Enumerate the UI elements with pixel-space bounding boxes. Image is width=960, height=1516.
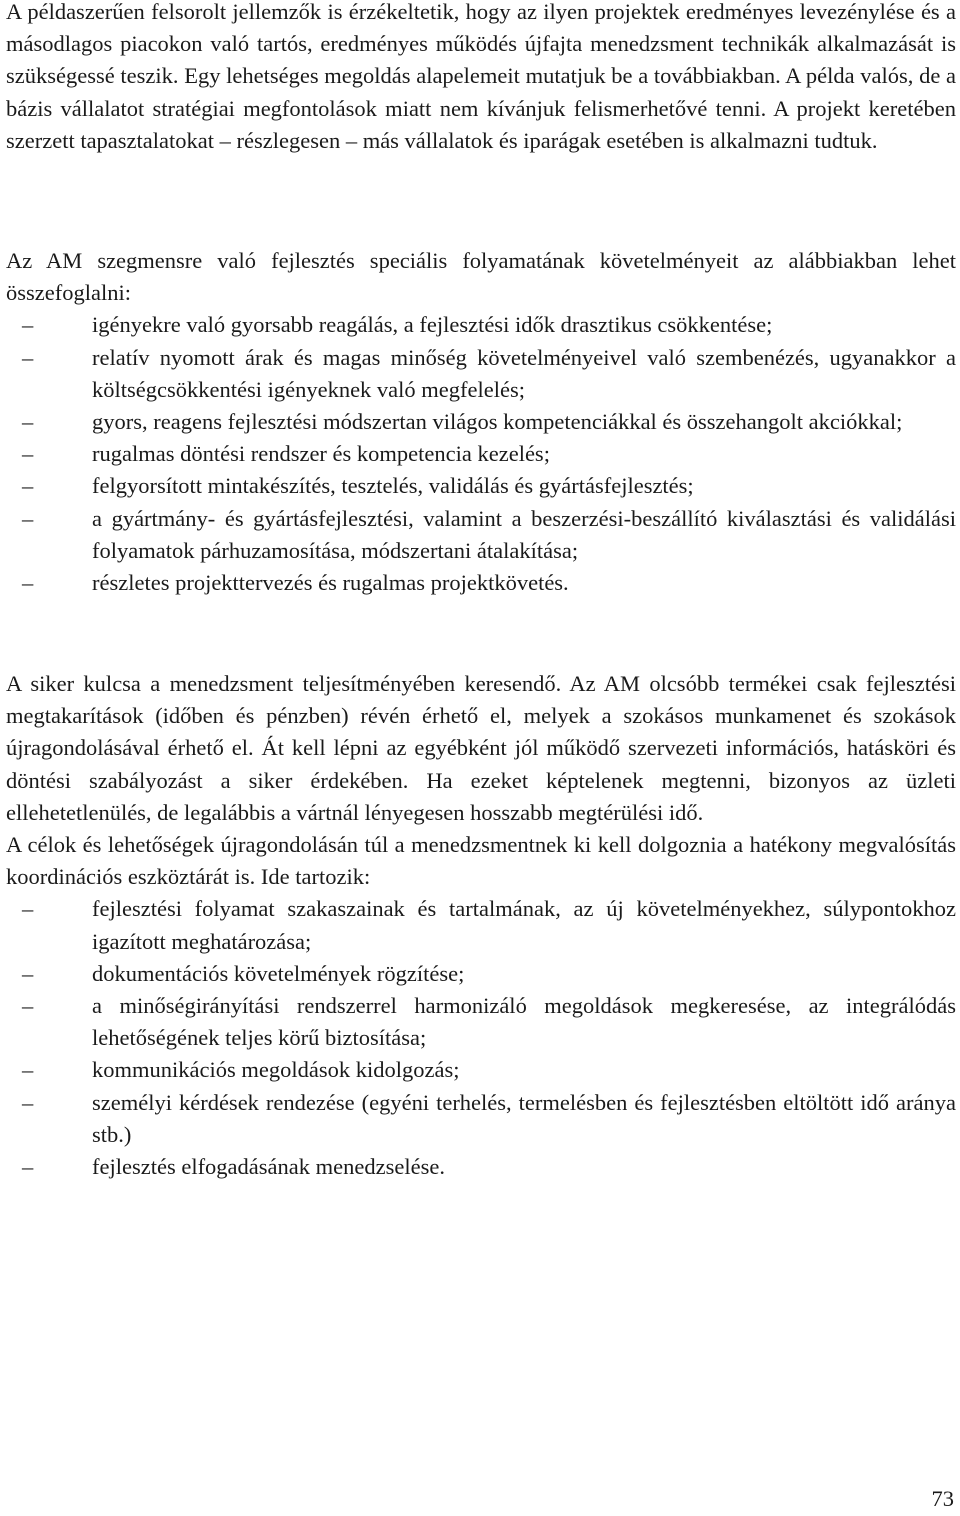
dash-bullet-icon: –: [22, 1089, 34, 1115]
list-item: [6, 342, 956, 406]
list-item: [6, 309, 956, 341]
section-intro: [6, 0, 956, 157]
list-item-text: relatív nyomott árak és magas minőség követelményeivel való szembenézés, ugyanakkor a költségcsökkentési igényeknek való megfelelés;: [92, 344, 956, 402]
requirements-list: [6, 309, 956, 599]
page-number: 73: [931, 1486, 954, 1511]
list-item: [6, 503, 956, 567]
list-item-text: dokumentációs követelmények rögzítése;: [92, 960, 465, 986]
list-item-text: fejlesztési folyamat szakaszainak és tartalmának, az új követelményekhez, súlypontokhoz igazított meghatározása;: [92, 896, 956, 954]
list-item: [6, 990, 956, 1054]
dash-bullet-icon: –: [22, 409, 34, 435]
list-item: [6, 406, 956, 438]
list-item-text: részletes projekttervezés és rugalmas projektkövetés.: [92, 570, 569, 596]
paragraph-intro: A példaszerűen felsorolt jellemzők is érzékeltetik, hogy az ilyen projektek eredményes levezénylése és a másodlagos piacokon való tartós, eredményes működés újfajta menedzsment technikák alkalmazását is szükségessé teszik. Egy lehetséges megoldás alapelemeit mutatjuk be a továbbiakban. A példa valós, de a bázis vállalatot stratégiai megfontolások miatt nem kívánjuk felismerhetővé tenni. A projekt keretében szerzett tapasztalatokat – részlegesen – más vállalatok és iparágak esetében is alkalmazni tudtuk.: [6, 0, 956, 153]
list-item-text: a gyártmány- és gyártásfejlesztési, valamint a beszerzési-beszállító kiválasztási és validálási folyamatok párhuzamosítása, módszertani átalakítása;: [92, 505, 956, 563]
paragraph-success-key: A siker kulcsa a menedzsment teljesítményében keresendő. Az AM olcsóbb termékei csak fejlesztési megtakarítások (időben és pénzben) révén érhető el, melyek a szokásos munkamenet és szokások újragondolásával érhető el. Át kell lépni az egyébként jól működő szervezeti információs, hatásköri és döntési szabályozást a siker érdekében. Ha ezeket képtelenek megtenni, bizonyos az üzleti ellehetetlenülés, de legalábbis a vártnál lényegesen hosszabb megtérülési idő.: [6, 671, 956, 825]
list-item: [6, 567, 956, 599]
dash-bullet-icon: –: [22, 960, 34, 986]
list-item-text: kommunikációs megoldások kidolgozás;: [92, 1057, 460, 1083]
dash-bullet-icon: –: [22, 312, 34, 338]
dash-bullet-icon: –: [22, 570, 34, 596]
dash-bullet-icon: –: [22, 441, 34, 467]
list-item-text: felgyorsított mintakészítés, tesztelés, validálás és gyártásfejlesztés;: [92, 473, 694, 499]
dash-bullet-icon: –: [22, 993, 34, 1019]
section-management: [6, 668, 956, 1183]
paragraph-requirements-lead: Az AM szegmensre való fejlesztés speciális folyamatának követelményeit az alábbiakban lehet összefoglalni:: [6, 248, 956, 306]
coordination-list: [6, 893, 956, 1183]
list-item-text: igényekre való gyorsabb reagálás, a fejlesztési idők drasztikus csökkentése;: [92, 312, 773, 338]
dash-bullet-icon: –: [22, 473, 34, 499]
paragraph-coordination-lead: A célok és lehetőségek újragondolásán túl a menedzsmentnek ki kell dolgoznia a hatékony megvalósítás koordinációs eszköztárát is. Ide tartozik:: [6, 832, 956, 890]
list-item: [6, 893, 956, 957]
list-item-text: fejlesztés elfogadásának menedzselése.: [92, 1154, 445, 1180]
list-item-text: a minőségirányítási rendszerrel harmonizáló megoldások megkeresése, az integrálódás lehetőségének teljes körű biztosítása;: [92, 993, 956, 1051]
dash-bullet-icon: –: [22, 896, 34, 922]
list-item: [6, 1151, 956, 1183]
list-item: [6, 470, 956, 502]
dash-bullet-icon: –: [22, 1057, 34, 1083]
dash-bullet-icon: –: [22, 1154, 34, 1180]
list-item: [6, 1054, 956, 1086]
list-item: [6, 958, 956, 990]
list-item-text: rugalmas döntési rendszer és kompetencia kezelés;: [92, 441, 550, 467]
dash-bullet-icon: –: [22, 344, 34, 370]
dash-bullet-icon: –: [22, 505, 34, 531]
section-requirements: [6, 245, 956, 599]
list-item: [6, 1087, 956, 1151]
list-item-text: személyi kérdések rendezése (egyéni terhelés, termelésben és fejlesztésben eltöltött idő aránya stb.): [92, 1089, 956, 1147]
list-item-text: gyors, reagens fejlesztési módszertan világos kompetenciákkal és összehangolt akciókkal;: [92, 409, 903, 435]
list-item: [6, 438, 956, 470]
